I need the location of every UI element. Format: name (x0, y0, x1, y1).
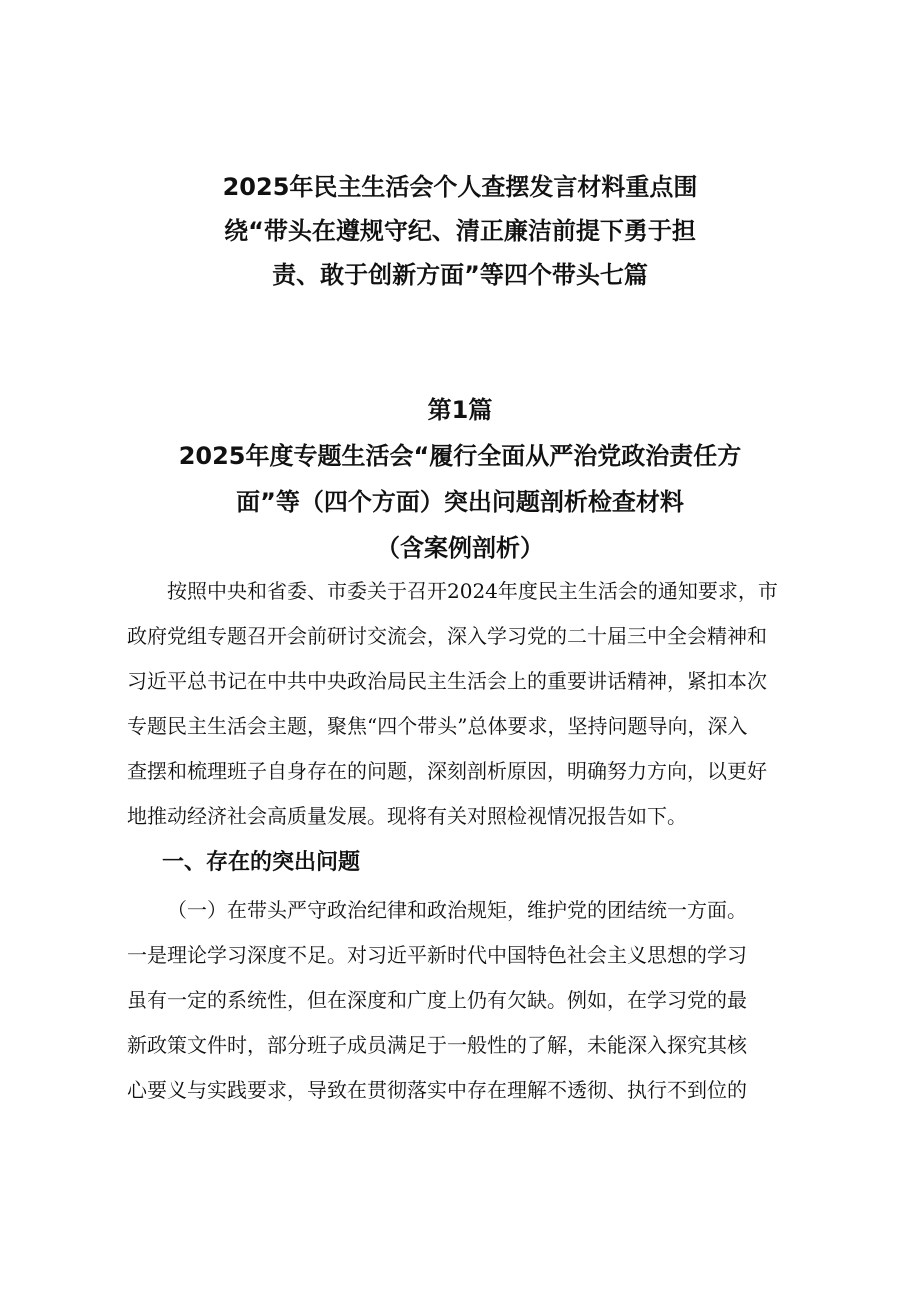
subsection-paragraph-line-3: 虽有一定的系统性，但在深度和广度上仍有欠缺。例如，在学习党的最 (127, 988, 747, 1012)
intro-paragraph-line-5: 查摆和梳理班子自身存在的问题，深刻剖析原因，明确努力方向，以更好 (127, 759, 767, 783)
intro-paragraph-line-3: 习近平总书记在中共中央政治局民主生活会上的重要讲话精神，紧扣本次 (127, 669, 767, 693)
subsection-paragraph-line-1: （一）在带头严守政治纪律和政治规矩，维护党的团结统一方面。 (167, 898, 747, 922)
main-title-line-2: 绕“带头在遵规守纪、清正廉洁前提下勇于担 (224, 217, 696, 245)
intro-paragraph-line-6: 地推动经济社会高质量发展。现将有关对照检视情况报告如下。 (127, 804, 687, 828)
subsection-paragraph-line-5: 心要义与实践要求，导致在贯彻落实中存在理解不透彻、执行不到位的 (127, 1078, 747, 1102)
intro-paragraph-line-4: 专题民主生活会主题，聚焦“四个带头”总体要求，坚持问题导向，深入 (127, 714, 748, 738)
intro-paragraph-line-1: 按照中央和省委、市委关于召开2024年度民主生活会的通知要求，市 (167, 579, 778, 603)
chapter-subtitle-line-1: 2025年度专题生活会“履行全面从严治党政治责任方 (178, 442, 742, 470)
main-title-line-3: 责、敢于创新方面”等四个带头七篇 (272, 261, 648, 289)
chapter-subtitle-line-2: 面”等（四个方面）突出问题剖析检查材料 (236, 488, 684, 516)
main-title-line-1: 2025年民主生活会个人查摆发言材料重点围 (222, 173, 698, 201)
subsection-paragraph-line-2: 一是理论学习深度不足。对习近平新时代中国特色社会主义思想的学习 (127, 943, 747, 967)
section-heading: 一、存在的突出问题 (162, 850, 361, 875)
subsection-paragraph-line-4: 新政策文件时，部分班子成员满足于一般性的了解，未能深入探究其核 (127, 1033, 747, 1057)
chapter-label: 第1篇 (427, 396, 493, 424)
intro-paragraph-line-2: 政府党组专题召开会前研讨交流会，深入学习党的二十届三中全会精神和 (127, 624, 767, 648)
chapter-subtitle-line-3: （含案例剖析） (376, 534, 544, 562)
